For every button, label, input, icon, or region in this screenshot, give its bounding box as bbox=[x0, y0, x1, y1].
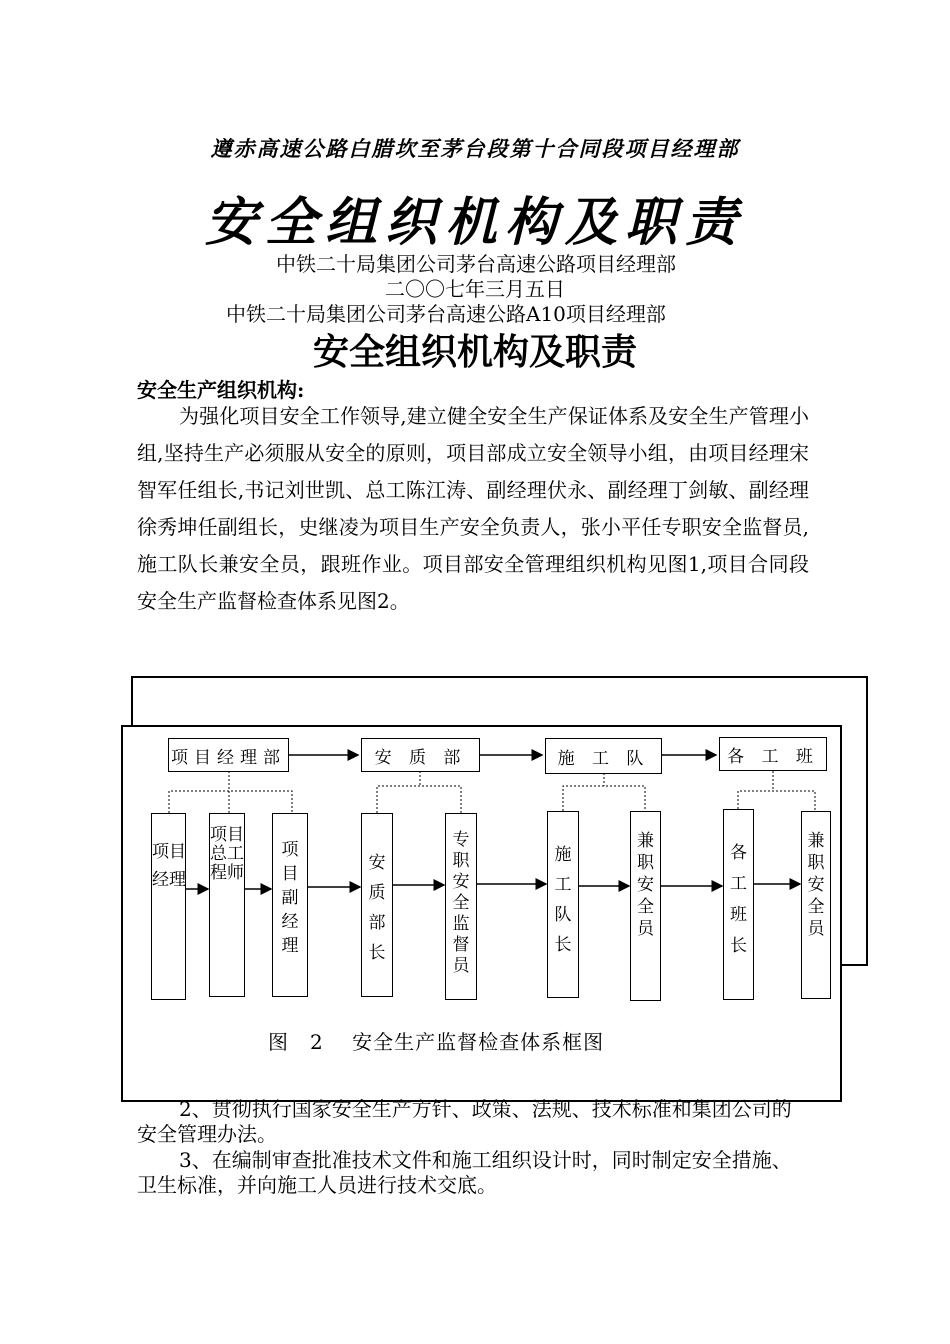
box-part-time-safety-officer-2-label: 兼职安全员 bbox=[807, 831, 825, 939]
box-safety-dept-head bbox=[361, 813, 393, 997]
project-header-line: 遵赤高速公路白腊坎至茅台段第十合同段项目经理部 bbox=[210, 136, 740, 161]
org-line-2: 中铁二十局集团公司茅台高速公路A10项目经理部 bbox=[226, 302, 666, 326]
box-full-time-supervisor-label: 专职安全监督员 bbox=[452, 830, 470, 976]
org-line-1: 中铁二十局集团公司茅台高速公路项目经理部 bbox=[276, 252, 676, 276]
box-project-manager-label: 项目经理 bbox=[152, 842, 186, 890]
box-construction-team: 施 工 队 bbox=[545, 738, 662, 774]
box-part-time-safety-officer-2 bbox=[801, 811, 831, 999]
box-project-chief-engineer bbox=[209, 813, 245, 997]
box-part-time-safety-officer-1-label: 兼职安全员 bbox=[637, 831, 654, 939]
box-part-time-safety-officer-1 bbox=[630, 811, 661, 1001]
box-safety-dept-head-label: 安质部长 bbox=[368, 853, 386, 963]
figure-caption: 图 2 安全生产监督检查体系框图 bbox=[268, 1030, 605, 1054]
box-team-leader bbox=[547, 811, 579, 998]
box-project-manager bbox=[151, 813, 186, 1000]
box-work-crews: 各 工 班 bbox=[719, 737, 827, 771]
box-crew-leader-label: 各工班长 bbox=[730, 843, 747, 956]
box-full-time-supervisor bbox=[445, 813, 477, 1000]
point-3: 3、在编制审查批准技术文件和施工组织设计时，同时制定安全措施、卫生标准，并向施工人员进行技术交底。 bbox=[137, 1148, 792, 1197]
main-title: 安全组织机构及职责 bbox=[204, 192, 745, 253]
box-crew-leader bbox=[723, 809, 754, 1000]
date-line: 二〇〇七年三月五日 bbox=[385, 277, 565, 301]
point-2: 2、贯彻执行国家安全生产方针、政策、法规、技术标准和集团公司的安全管理办法。 bbox=[137, 1097, 792, 1146]
box-project-chief-engineer-label: 项目总工程师 bbox=[210, 825, 244, 883]
secondary-title: 安全组织机构及职责 bbox=[312, 331, 637, 373]
box-deputy-manager bbox=[272, 813, 308, 997]
section-heading: 安全生产组织机构: bbox=[137, 378, 305, 402]
box-deputy-manager-label: 项目副经理 bbox=[281, 840, 299, 956]
body-paragraph: 为强化项目安全工作领导,建立健全安全生产保证体系及安全生产管理小组,坚持生产必须服从安全的原则，项目部成立安全领导小组，由项目经理宋智军任组长,书记刘世凯、总工陈江涛、副经理伏永、副经理丁剑敏、副经理徐秀坤任副组长，史继凌为项目生产安全负责人，张小平任专职安全监督员,施工队长兼安全员，跟班作业。项目部安全管理组织机构见图1,项目合同段安全生产监督检查体系见图2。 bbox=[137, 404, 809, 613]
box-project-management: 项目经理部 bbox=[168, 738, 289, 772]
box-team-leader-label: 施工队长 bbox=[554, 845, 572, 955]
box-safety-quality-dept: 安 质 部 bbox=[361, 738, 480, 772]
